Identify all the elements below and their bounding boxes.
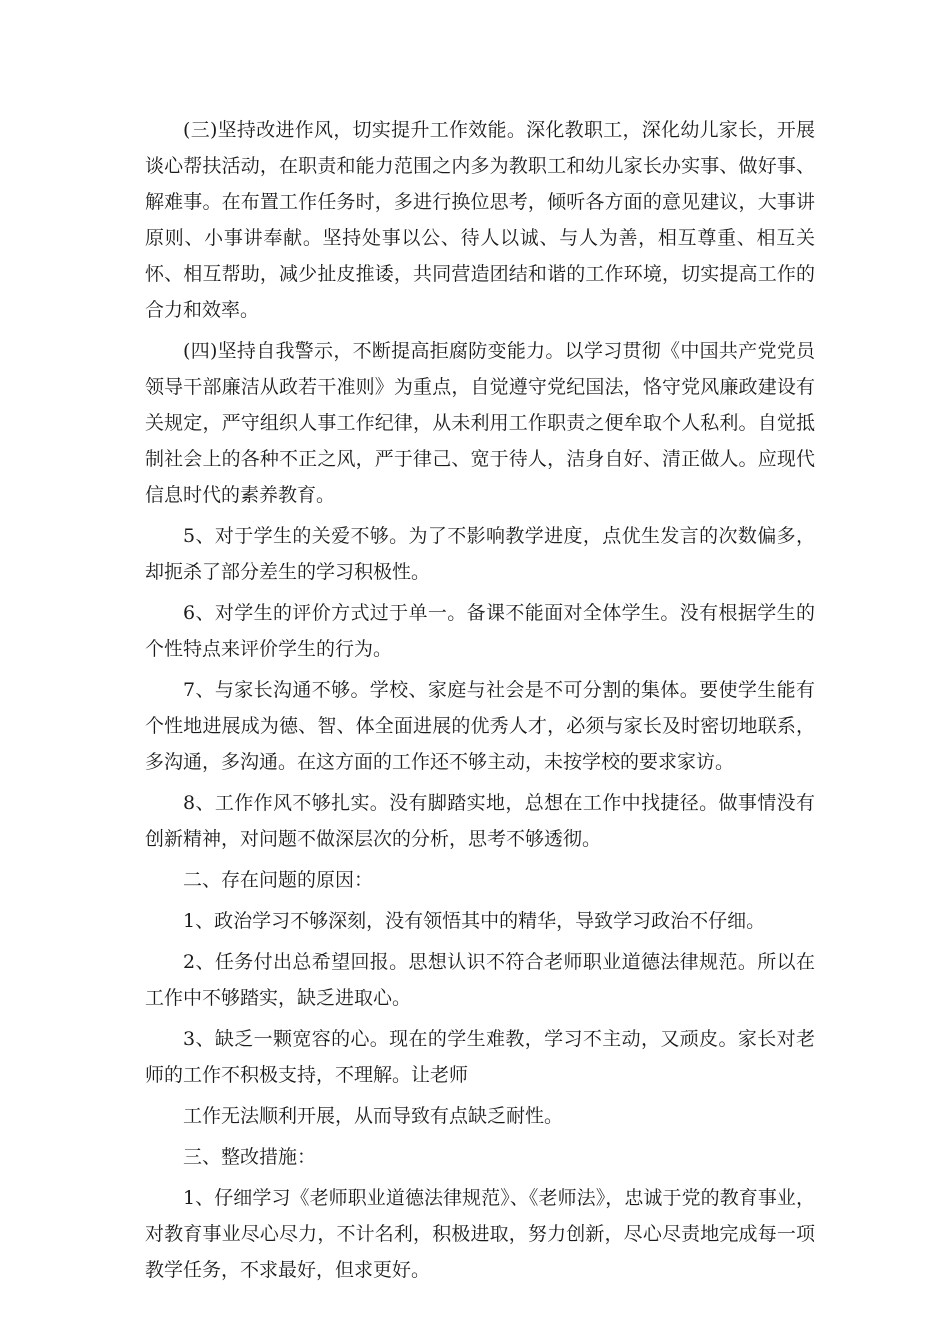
section-heading-measures: 三、整改措施： (183, 1146, 317, 1168)
paragraph-cause-1: 1、政治学习不够深刻，没有领悟其中的精华，导致学习政治不仔细。 (183, 910, 766, 932)
paragraph-improve-work-style: (三)坚持改进作风，切实提升工作效能。深化教职工，深化幼儿家长，开展谈心帮扶活动，在职责和能力范围之内多为教职工和幼儿家长办实事、做好事、解难事。在布置工作任务时，多进行换位思考，倾听各方面的意见建议，大事讲原则、小事讲奉献。坚持处事以公、待人以诚、与人为善，相互尊重、相互关怀、相互帮助，减少扯皮推诿，共同营造团结和谐的工作环境，切实提高工作的合力和效率。 (145, 119, 815, 321)
paragraph-item-5: 5、对于学生的关爱不够。为了不影响教学进度，点优生发言的次数偏多，却扼杀了部分差生的学习积极性。 (145, 525, 815, 583)
paragraph-item-7: 7、与家长沟通不够。学校、家庭与社会是不可分割的集体。要使学生能有个性地进展成为德、智、体全面进展的优秀人才，必须与家长及时密切地联系，多沟通，多沟通。在这方面的工作还不够主动，未按学校的要求家访。 (145, 679, 815, 773)
paragraph-cause-3: 3、缺乏一颗宽容的心。现在的学生难教，学习不主动，又顽皮。家长对老师的工作不积极支持，不理解。让老师 (145, 1028, 815, 1086)
section-heading-causes: 二、存在问题的原因： (183, 869, 374, 891)
paragraph-cause-3-continued: 工作无法顺利开展，从而导致有点缺乏耐性。 (183, 1105, 564, 1127)
paragraph-item-6: 6、对学生的评价方式过于单一。备课不能面对全体学生。没有根据学生的个性特点来评价学生的行为。 (145, 602, 815, 660)
paragraph-cause-2: 2、任务付出总希望回报。思想认识不符合老师职业道德法律规范。所以在工作中不够踏实，缺乏进取心。 (145, 951, 815, 1009)
paragraph-self-warning: (四)坚持自我警示，不断提高拒腐防变能力。以学习贯彻《中国共产党党员领导干部廉洁从政若干准则》为重点，自觉遵守党纪国法，恪守党风廉政建设有关规定，严守组织人事工作纪律，从未利用工作职责之便牟取个人私利。自觉抵制社会上的各种不正之风，严于律己、宽于待人，洁身自好、清正做人。应现代信息时代的素养教育。 (145, 340, 815, 506)
paragraph-measure-1: 1、仔细学习《老师职业道德法律规范》、《老师法》，忠诚于党的教育事业， 对教育事业尽心尽力，不计名利，积极进取，努力创新，尽心尽责地完成每一项教学任务，不求最好，但求更好。 (145, 1187, 815, 1281)
document-body (145, 112, 815, 1293)
paragraph-item-8: 8、工作作风不够扎实。没有脚踏实地，总想在工作中找捷径。做事情没有创新精神，对问题不做深层次的分析，思考不够透彻。 (145, 792, 815, 850)
